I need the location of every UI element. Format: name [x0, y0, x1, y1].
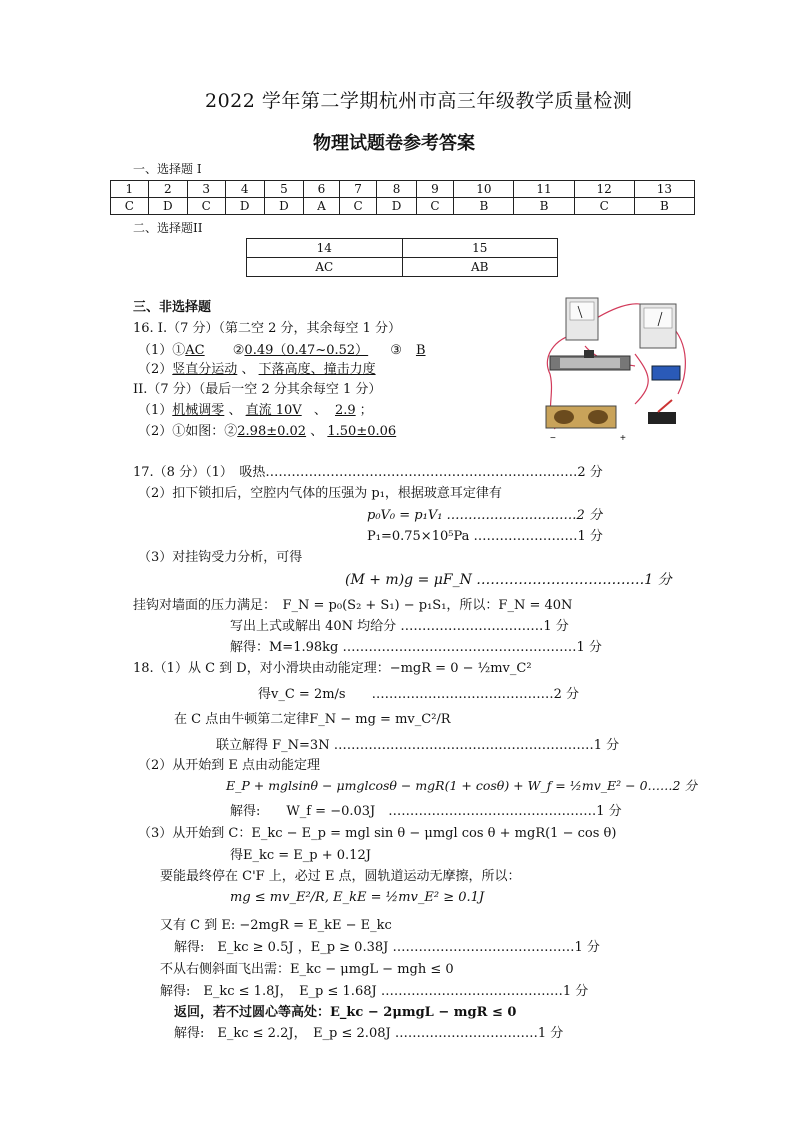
q18-line9: 得E_kc = E_p + 0.12J — [230, 848, 371, 863]
q17-line1: 17.（8 分）（1） 吸热………………………………………………………………2 分 — [133, 465, 603, 480]
plus-label: + — [620, 433, 626, 444]
q18-line15: 解得: E_kc ≤ 1.8J， E_p ≤ 1.68J ……………………………………1 分 — [160, 984, 589, 999]
q16-line4: II.（7 分）（最后一空 2 分其余每空 1 分） — [133, 382, 382, 397]
answer-blank: 1.50±0.06 — [327, 424, 397, 439]
table-cell: 7 — [339, 181, 377, 198]
table-cell: 15 — [402, 239, 558, 258]
rheostat-coil — [560, 358, 620, 368]
answer-blank: 直流 10V — [245, 403, 302, 418]
q16-text: ； — [359, 403, 373, 418]
knife-switch — [648, 412, 676, 424]
q18-line7: 解得: W_f = −0.03J …………………………………………1 分 — [230, 804, 622, 819]
table-row — [111, 181, 695, 198]
q16-text: ③ — [390, 343, 402, 358]
q16-text: 、 — [241, 362, 255, 377]
battery-cell — [554, 410, 574, 424]
table-cell: D — [225, 198, 264, 215]
q18-line13: 解得: E_kc ≥ 0.5J ，E_p ≥ 0.38J ……………………………………1 分 — [174, 940, 600, 955]
q16-text: （1）① — [138, 343, 186, 358]
table-cell: 11 — [514, 181, 574, 198]
table-cell: AB — [402, 258, 558, 277]
table-cell: D — [148, 198, 187, 215]
q16-text: 、 — [313, 403, 327, 418]
rheostat-slider — [584, 350, 594, 358]
table-cell: B — [514, 198, 574, 215]
q16-text: 、 — [310, 424, 324, 439]
q16-text: ② — [232, 343, 245, 358]
section3-label: 三、非选择题 — [133, 300, 212, 315]
q18-line1: 18.（1）从 C 到 D，对小滑块由动能定理：−mgR = 0 − ½mv_C² — [133, 661, 532, 676]
page-subtitle: 物理试题卷参考答案 — [313, 133, 475, 154]
q17-line6: (M + m)g = μF_N ………………………………1 分 — [345, 572, 672, 588]
answer-blank: 下落高度、撞击力度 — [258, 362, 376, 377]
q18-line5: （2）从开始到 E 点由动能定理 — [138, 758, 321, 773]
q18-line11: mg ≤ mv_E²/R, E_kE = ½mv_E² ≥ 0.1J — [230, 890, 485, 905]
q16-text: （1） — [138, 403, 173, 418]
minus-label: − — [550, 433, 556, 444]
table-cell: 6 — [304, 181, 340, 198]
q16-line3 — [138, 358, 376, 377]
table-cell: C — [574, 198, 634, 215]
q16-line2 — [138, 339, 440, 358]
section2-label: 二、选择题II — [133, 221, 203, 235]
table-cell: 9 — [416, 181, 454, 198]
answer-table-1 — [110, 180, 695, 215]
switch-box — [652, 366, 680, 380]
table-cell: 3 — [187, 181, 225, 198]
table-cell: 5 — [264, 181, 303, 198]
answer-blank: AC — [185, 343, 205, 358]
q18-line10: 要能最终停在 C'F 上，必过 E 点，圆轨道运动无摩擦，所以： — [160, 869, 521, 884]
q17-line8: 写出上式或解出 40N 均给分 ……………………………1 分 — [230, 619, 569, 634]
answer-blank: 0.49（0.47~0.52） — [244, 343, 369, 358]
q18-line16: 返回，若不过圆心等高处：E_kc − 2μmgL − mgR ≤ 0 — [174, 1005, 517, 1020]
table-row — [247, 258, 558, 277]
table-row — [247, 239, 558, 258]
q16-text: （2）①如图：② — [138, 424, 238, 439]
q17-line4: P₁=0.75×10⁵Pa ……………………1 分 — [367, 529, 603, 544]
q18-line17: 解得: E_kc ≤ 2.2J， E_p ≤ 2.08J ……………………………1 分 — [174, 1026, 564, 1041]
circuit-photo — [540, 294, 690, 444]
q16-line1: 16. I.（7 分）（第二空 2 分，其余每空 1 分） — [133, 321, 402, 336]
table-cell: 12 — [574, 181, 634, 198]
table-cell: 13 — [634, 181, 694, 198]
table-cell: D — [377, 198, 416, 215]
q17-line5: （3）对挂钩受力分析，可得 — [138, 550, 303, 565]
q18-line4: 联立解得 F_N=3N ……………………………………………………1 分 — [216, 738, 620, 753]
answer-blank: 2.9 — [334, 403, 356, 418]
answer-blank: 2.98±0.02 — [237, 424, 307, 439]
table-cell: 8 — [377, 181, 416, 198]
q18-line3: 在 C 点由牛顿第二定律F_N − mg = mv_C²/R — [174, 712, 451, 727]
table-cell: B — [454, 198, 514, 215]
table-cell: C — [339, 198, 377, 215]
table-cell: C — [187, 198, 225, 215]
table-cell: 2 — [148, 181, 187, 198]
q16-line5 — [138, 399, 373, 418]
table-cell: C — [111, 198, 149, 215]
q18-line8: （3）从开始到 C：E_kc − E_p = mgl sin θ − μmgl cos θ + mgR(1 − cos θ) — [138, 826, 617, 841]
q18-line14: 不从右侧斜面飞出需：E_kc − μmgL − mgh ≤ 0 — [160, 962, 454, 977]
table-cell: B — [634, 198, 694, 215]
table-cell: C — [416, 198, 454, 215]
table-cell: AC — [247, 258, 403, 277]
q16-text: （2） — [138, 362, 173, 377]
table-cell: 1 — [111, 181, 149, 198]
q17-line2: （2）扣下锁扣后，空腔内气体的压强为 p₁，根据玻意耳定律有 — [138, 486, 502, 501]
q16-text: 、 — [228, 403, 242, 418]
table-cell: D — [264, 198, 303, 215]
table-cell: 14 — [247, 239, 403, 258]
answer-blank: 机械调零 — [172, 403, 225, 418]
table-row — [111, 198, 695, 215]
answer-blank: B — [415, 343, 426, 358]
section1-label: 一、选择题 I — [133, 162, 202, 176]
q18-line6: E_P + mglsinθ − μmglcosθ − mgR(1 + cosθ) + W_f = ½mv_E² − 0……2 分 — [226, 778, 697, 793]
table-cell: 10 — [454, 181, 514, 198]
battery-cell — [588, 410, 608, 424]
q17-line9: 解得：M=1.98kg ………………………………………………1 分 — [230, 640, 602, 655]
q18-line12: 又有 C 到 E: −2mgR = E_kE − E_kc — [160, 918, 392, 933]
table-cell: A — [304, 198, 340, 215]
q18-line2: 得v_C = 2m/s ……………………………………2 分 — [258, 687, 580, 702]
q17-line3: p₀V₀ = p₁V₁ …………………………2 分 — [367, 508, 602, 523]
answer-blank: 竖直分运动 — [172, 362, 238, 377]
page-title: 2022 学年第二学期杭州市高三年级教学质量检测 — [205, 90, 633, 112]
q17-line7: 挂钩对墙面的压力满足： F_N = p₀(S₂ + S₁) − p₁S₁，所以：F_N = 40N — [133, 598, 573, 613]
table-cell: 4 — [225, 181, 264, 198]
answer-table-2 — [246, 238, 558, 277]
q16-line6 — [138, 420, 396, 439]
